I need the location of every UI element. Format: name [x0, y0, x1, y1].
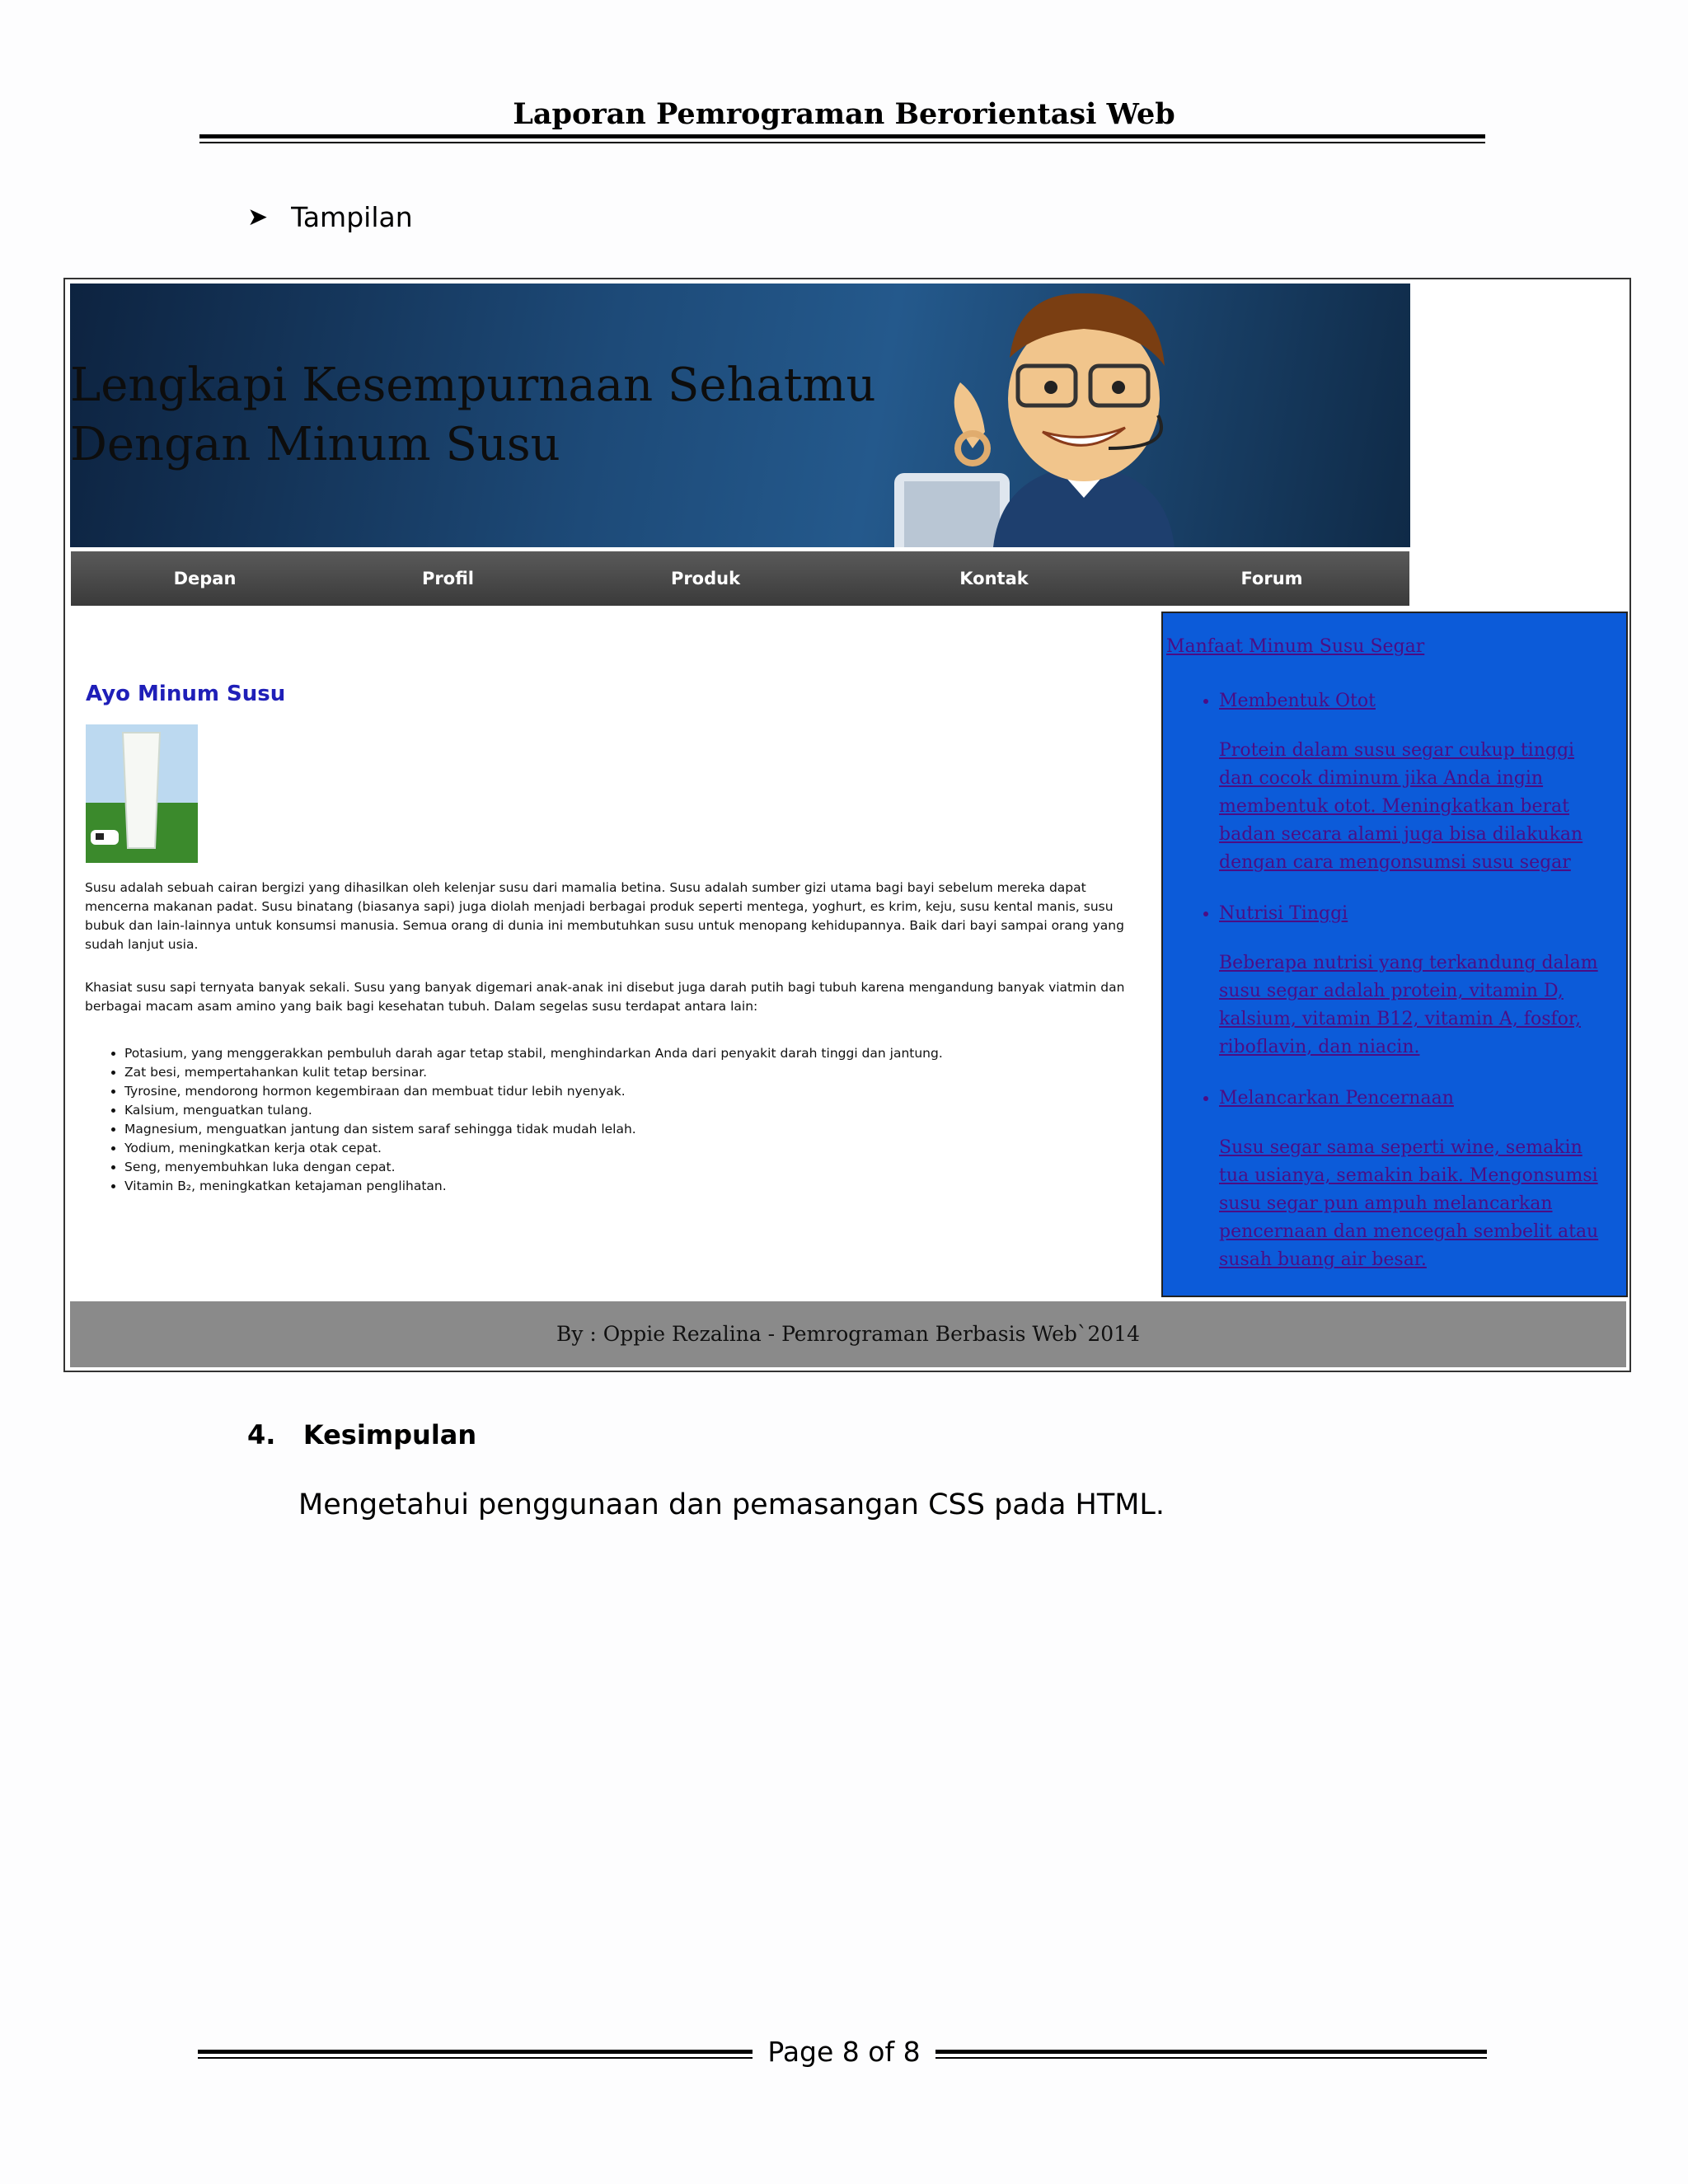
website-screenshot: [63, 278, 1631, 1372]
bullet-tampilan: [247, 201, 413, 233]
sidebar-text: Protein dalam susu segar cukup tinggi dan cocok diminum jika Anda ingin membentuk otot. Meningkatkan berat badan secara alami juga bisa dilakukan dengan cara mengonsumsi susu segar: [1219, 740, 1583, 873]
section-title: [247, 1419, 476, 1451]
list-item: • Zat besi, mempertahankan kulit tetap bersinar.: [124, 1063, 943, 1082]
banner-text: [70, 356, 876, 475]
milk-glass-image: [86, 724, 198, 863]
benefit-list: [105, 1044, 943, 1196]
page-number-text: Page 8 of 8: [753, 2036, 935, 2068]
section-number: 4.: [247, 1419, 276, 1451]
page-header-title: Laporan Pemrograman Berorientasi Web: [513, 97, 1175, 131]
sidebar-title-link[interactable]: Manfaat Minum Susu Segar: [1166, 636, 1425, 657]
section-body: Mengetahui penggunaan dan pemasangan CSS pada HTML.: [298, 1488, 1165, 1521]
list-item: • Potasium, yang menggerakkan pembuluh darah agar tetap stabil, menghindarkan Anda dari penyakit darah tinggi dan jantung.: [124, 1044, 943, 1063]
sidebar: [1161, 612, 1628, 1297]
bullet-label: Tampilan: [291, 201, 413, 233]
sidebar-link-nutrisi[interactable]: Nutrisi Tinggi: [1219, 903, 1348, 924]
banner: [70, 284, 1410, 547]
paragraph-2: Khasiat susu sapi ternyata banyak sekali. Susu yang banyak digemari anak-anak ini disebut juga darah putih bagi tubuh karena mengandung banyak viatmin dan berbagai macam asam amino yang baik bagi kesehatan tubuh. Dalam segelas susu terdapat antara lain:: [85, 980, 1125, 1014]
sidebar-text: Susu segar sama seperti wine, semakin tua usianya, semakin baik. Mengonsumsi susu segar pun ampuh melancarkan pencernaan dan mencegah sembelit atau susah buang air besar.: [1219, 1137, 1599, 1270]
sidebar-item: [1219, 687, 1606, 877]
list-item: • Tyrosine, mendorong hormon kegembiraan dan membuat tidur lebih nyenyak.: [124, 1082, 943, 1101]
list-item: • Seng, menyembuhkan luka dengan cepat.: [124, 1158, 943, 1177]
sidebar-link-pencernaan[interactable]: Melancarkan Pencernaan: [1219, 1088, 1454, 1108]
banner-line-1: Lengkapi Kesempurnaan Sehatmu: [70, 359, 876, 412]
list-item: • Vitamin B₂, meningkatkan ketajaman penglihatan.: [124, 1177, 943, 1196]
site-footer: By : Oppie Rezalina - Pemrograman Berbasis Web`2014: [70, 1301, 1626, 1367]
arrow-bullet-icon: ➤: [247, 203, 269, 232]
list-item: • Kalsium, menguatkan tulang.: [124, 1101, 943, 1120]
header-rule: [199, 134, 1485, 138]
list-item: • Magnesium, menguatkan jantung dan sistem saraf sehingga tidak mudah lelah.: [124, 1120, 943, 1139]
page-number: [0, 2036, 1688, 2068]
cartoon-character-icon: [812, 284, 1240, 547]
sidebar-link-otot[interactable]: Membentuk Otot: [1219, 691, 1376, 711]
header-rule-thin: [199, 142, 1485, 143]
sidebar-item: [1219, 900, 1606, 1062]
sidebar-list: [1196, 687, 1606, 1297]
sidebar-item: [1219, 1085, 1606, 1274]
banner-line-2: Dengan Minum Susu: [70, 418, 560, 471]
list-item: • Yodium, meningkatkan kerja otak cepat.: [124, 1139, 943, 1158]
nav-produk[interactable]: Produk: [670, 569, 741, 588]
main-heading: Ayo Minum Susu: [86, 682, 286, 706]
paragraph-1: Susu adalah sebuah cairan bergizi yang dihasilkan oleh kelenjar susu dari mamalia betina. Susu adalah sumber gizi utama bagi bayi sebelum mereka dapat mencerna makanan padat. Susu binatang (biasanya sapi) juga diolah menjadi berbagai produk seperti mentega, yoghurt, es krim, keju, susu kental manis, susu bubuk dan lain-lainnya untuk konsumsi manusia. Semua orang di dunia ini membutuhkan susu untuk menopang kehidupannya. Baik dari bayi sampai orang yang sudah lanjut usia.: [85, 880, 1124, 952]
nav-bar: [71, 551, 1409, 606]
nav-profil[interactable]: Profil: [422, 569, 474, 588]
nav-kontak[interactable]: Kontak: [959, 569, 1029, 588]
nav-depan[interactable]: Depan: [173, 569, 237, 588]
nav-forum[interactable]: Forum: [1240, 569, 1303, 588]
sidebar-text: Beberapa nutrisi yang terkandung dalam susu segar adalah protein, vitamin D, kalsium, vitamin B12, vitamin A, fosfor, riboflavin, dan niacin.: [1219, 953, 1598, 1057]
section-title-text: Kesimpulan: [302, 1419, 477, 1451]
